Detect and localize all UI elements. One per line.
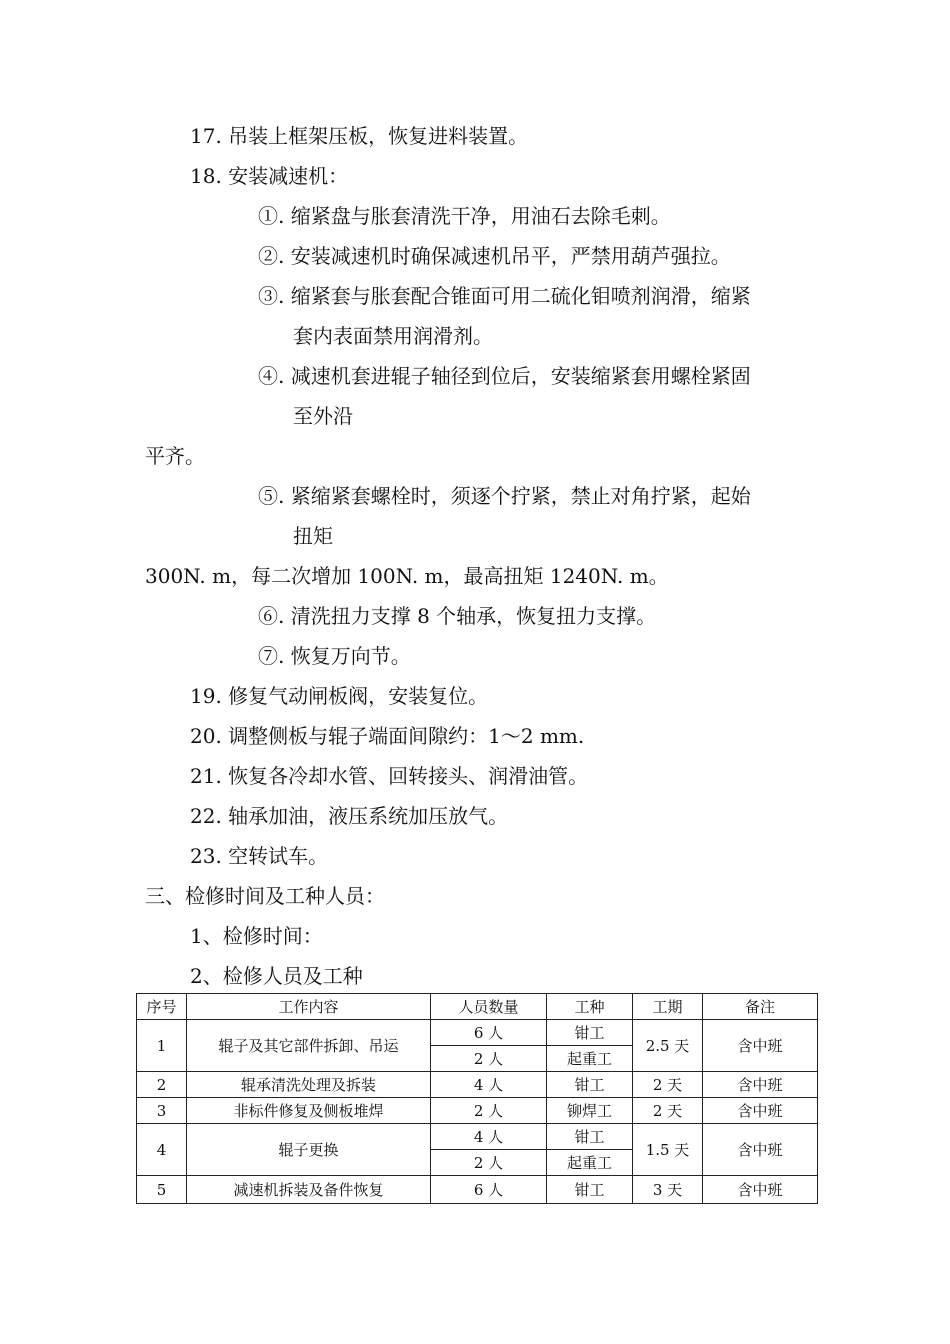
cell-note: 含中班	[703, 1098, 818, 1124]
cell-content: 非标件修复及侧板堆焊	[187, 1098, 431, 1124]
cell-duration: 2 天	[633, 1098, 703, 1124]
step-22: 22. 轴承加油，液压系统加压放气。	[190, 804, 509, 828]
table-header-row	[137, 994, 818, 1020]
cell-duration: 2 天	[633, 1072, 703, 1098]
substep-4-cont: 至外沿	[293, 404, 353, 428]
crew-table	[136, 993, 818, 1204]
substep-3-cont: 套内表面禁用润滑剂。	[293, 324, 493, 348]
cell-people: 4 人	[431, 1072, 547, 1098]
step-23: 23. 空转试车。	[190, 844, 329, 868]
cell-content: 辊子及其它部件拆卸、吊运	[187, 1020, 431, 1072]
cell-people: 6 人	[431, 1176, 547, 1204]
substep-3: ③. 缩紧套与胀套配合锥面可用二硫化钼喷剂润滑，缩紧	[258, 284, 751, 308]
table-row	[137, 1124, 818, 1150]
cell-note: 含中班	[703, 1176, 818, 1204]
table-row	[137, 1176, 818, 1204]
header-people: 人员数量	[431, 994, 547, 1020]
substep-5: ⑤. 紧缩紧套螺栓时，须逐个拧紧，禁止对角拧紧，起始	[258, 484, 751, 508]
cell-content: 减速机拆装及备件恢复	[187, 1176, 431, 1204]
section-sub1: 1、检修时间：	[190, 924, 323, 948]
substep-6: ⑥. 清洗扭力支撑 8 个轴承，恢复扭力支撑。	[258, 604, 657, 628]
cell-trade: 铆焊工	[547, 1098, 633, 1124]
cell-note: 含中班	[703, 1020, 818, 1072]
table-row	[137, 1020, 818, 1046]
cell-trade: 起重工	[547, 1150, 633, 1176]
substep-5-cont: 扭矩	[293, 524, 333, 548]
cell-trade: 钳工	[547, 1176, 633, 1204]
cell-people: 2 人	[431, 1046, 547, 1072]
header-content: 工作内容	[187, 994, 431, 1020]
substep-2: ②. 安装减速机时确保减速机吊平，严禁用葫芦强拉。	[258, 244, 731, 268]
section-heading: 三、检修时间及工种人员：	[145, 884, 385, 908]
step-17: 17. 吊装上框架压板，恢复进料装置。	[190, 124, 529, 148]
header-note: 备注	[703, 994, 818, 1020]
cell-content: 辊子更换	[187, 1124, 431, 1176]
substep-4: ④. 减速机套进辊子轴径到位后，安装缩紧套用螺栓紧固	[258, 364, 751, 388]
cell-duration: 2.5 天	[633, 1020, 703, 1072]
cell-no: 3	[137, 1098, 187, 1124]
cell-trade: 钳工	[547, 1072, 633, 1098]
cell-duration: 1.5 天	[633, 1124, 703, 1176]
cell-trade: 钳工	[547, 1124, 633, 1150]
substep-1: ①. 缩紧盘与胀套清洗干净，用油石去除毛刺。	[258, 204, 671, 228]
substep-7: ⑦. 恢复万向节。	[258, 644, 411, 668]
table-row	[137, 1072, 818, 1098]
cell-trade: 钳工	[547, 1020, 633, 1046]
step-18: 18. 安装减速机：	[190, 164, 349, 188]
cell-note: 含中班	[703, 1124, 818, 1176]
cell-no: 4	[137, 1124, 187, 1176]
cell-no: 5	[137, 1176, 187, 1204]
step-21: 21. 恢复各冷却水管、回转接头、润滑油管。	[190, 764, 589, 788]
table-row	[137, 1098, 818, 1124]
substep-5-cont2: 300N. m，每二次增加 100N. m，最高扭矩 1240N. m。	[145, 564, 669, 588]
cell-people: 2 人	[431, 1098, 547, 1124]
header-duration: 工期	[633, 994, 703, 1020]
step-20: 20. 调整侧板与辊子端面间隙约：1～2 mm.	[190, 724, 585, 748]
header-trade: 工种	[547, 994, 633, 1020]
cell-people: 4 人	[431, 1124, 547, 1150]
cell-note: 含中班	[703, 1072, 818, 1098]
cell-no: 2	[137, 1072, 187, 1098]
cell-people: 6 人	[431, 1020, 547, 1046]
cell-duration: 3 天	[633, 1176, 703, 1204]
cell-content: 辊承清洗处理及拆装	[187, 1072, 431, 1098]
cell-no: 1	[137, 1020, 187, 1072]
cell-trade: 起重工	[547, 1046, 633, 1072]
cell-people: 2 人	[431, 1150, 547, 1176]
header-no: 序号	[137, 994, 187, 1020]
section-sub2: 2、检修人员及工种	[190, 964, 363, 988]
step-19: 19. 修复气动闸板阀，安装复位。	[190, 684, 489, 708]
substep-4-cont2: 平齐。	[145, 444, 205, 468]
